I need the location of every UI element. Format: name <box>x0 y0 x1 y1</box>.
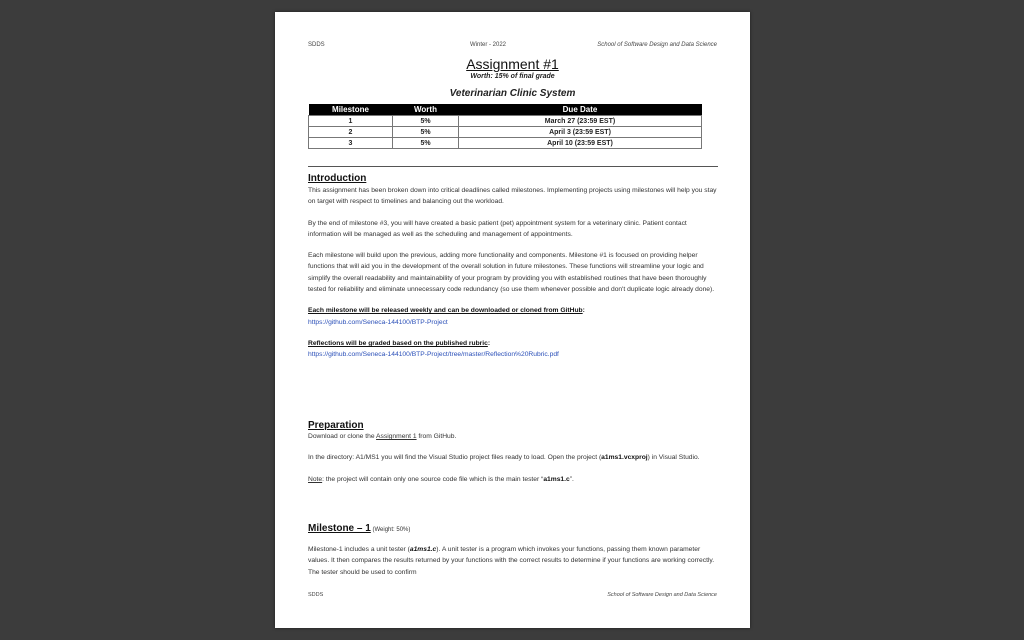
prep-note <box>308 474 718 485</box>
introduction-heading: Introduction <box>308 173 367 184</box>
introduction-section <box>308 173 718 361</box>
table-row <box>309 116 702 127</box>
preparation-section <box>308 420 718 485</box>
release-colon: : <box>582 307 585 315</box>
header-left: SDDS <box>308 42 325 48</box>
milestone-1-section <box>308 518 718 578</box>
divider <box>308 166 718 167</box>
milestone-1-heading-row <box>308 518 718 536</box>
project-file-name: a1ms1.vcxproj <box>601 454 648 462</box>
cell-milestone: 1 <box>309 116 393 127</box>
document-subtitle: Veterinarian Clinic System <box>449 88 576 99</box>
rubric-label: Reflections will be graded based on the published rubric <box>308 339 488 347</box>
cell-milestone: 2 <box>309 127 393 138</box>
note-text: ”. <box>569 475 574 483</box>
rubric-colon: : <box>487 339 491 347</box>
milestone-1-paragraph <box>308 544 718 578</box>
cell-worth: 5% <box>393 116 459 127</box>
col-due-date: Due Date <box>459 104 702 116</box>
github-project-link[interactable]: https://github.com/Seneca-144100/BTP-Project <box>308 318 448 326</box>
cell-milestone: 3 <box>309 138 393 149</box>
intro-paragraph-3: Each milestone will build upon the previous, adding more functionality and components. Milestone #1 is focused on providing helper functions that will aid you in the development of the overall solution in future milestones. These functions will streamline your logic and simplify the overall readability and maintainability of your program by providing you with established routines that have been thoroughly tested for reliability and eliminate unnecessary code redundancy (so use them whenever possible and don't duplicate logic already done). <box>308 252 715 294</box>
intro-paragraph-1: This assignment has been broken down into critical deadlines called milestones. Implementing projects using milestones will help you stay on target with respect to timelines and balancing out the workload. <box>308 187 717 206</box>
header-center: Winter - 2022 <box>470 42 507 48</box>
note-text: : the project will contain only one source code file which is the main tester “ <box>322 475 544 483</box>
note-label: Note <box>308 475 323 483</box>
worth-note: Worth: 15% of final grade <box>470 73 555 80</box>
table-row <box>309 127 702 138</box>
prep-line-2 <box>308 452 718 463</box>
assignment-link[interactable]: Assignment 1 <box>376 433 417 440</box>
release-note <box>308 305 718 328</box>
milestone-1-heading: Milestone – 1 <box>308 523 371 534</box>
footer-right: School of Software Design and Data Science <box>607 592 717 598</box>
m1-file-name: a1ms1.c <box>409 546 437 553</box>
rubric-link[interactable]: https://github.com/Seneca-144100/BTP-Project/tree/master/Reflection%20Rubric.pdf <box>308 351 559 359</box>
document-page <box>275 12 750 628</box>
cell-worth: 5% <box>393 138 459 149</box>
cell-due: March 27 (23:59 EST) <box>459 116 702 127</box>
prep-text: ) in Visual Studio. <box>647 454 700 462</box>
table-row <box>309 138 702 149</box>
release-label: Each milestone will be released weekly and can be downloaded or cloned from GitHub <box>308 307 583 315</box>
milestone-1-weight: (Weight: 50%) <box>370 527 411 533</box>
cell-due: April 3 (23:59 EST) <box>459 127 702 138</box>
prep-text: from GitHub. <box>416 433 457 440</box>
tester-file-name: a1ms1.c <box>543 475 570 483</box>
intro-paragraph-2: By the end of milestone #3, you will have created a basic patient (pet) appointment system for a veterinary clinic. Patient contact information will be managed as well as the scheduling and management of appointments. <box>308 219 687 238</box>
col-worth: Worth <box>393 104 459 116</box>
preparation-heading: Preparation <box>308 420 364 431</box>
footer-left: SDDS <box>308 592 324 598</box>
prep-line-1 <box>308 431 718 442</box>
m1-text: ). A unit tester is a program which invokes your functions, passing them known parameter values. It then compares the results returned by your functions with the correct results to determine if your functions are working correctly. The tester should be used to confirm <box>308 546 715 576</box>
cell-worth: 5% <box>393 127 459 138</box>
m1-text: Milestone-1 includes a unit tester ( <box>308 546 410 553</box>
prep-text: Download or clone the <box>308 433 377 440</box>
header-right: School of Software Design and Data Science <box>597 42 717 48</box>
milestone-table <box>308 104 702 149</box>
cell-due: April 10 (23:59 EST) <box>459 138 702 149</box>
prep-text: In the directory: A1/MS1 you will find the Visual Studio project files ready to load. Open the project ( <box>308 454 602 462</box>
document-title: Assignment #1 <box>466 56 559 72</box>
col-milestone: Milestone <box>309 104 393 116</box>
rubric-note <box>308 338 718 361</box>
